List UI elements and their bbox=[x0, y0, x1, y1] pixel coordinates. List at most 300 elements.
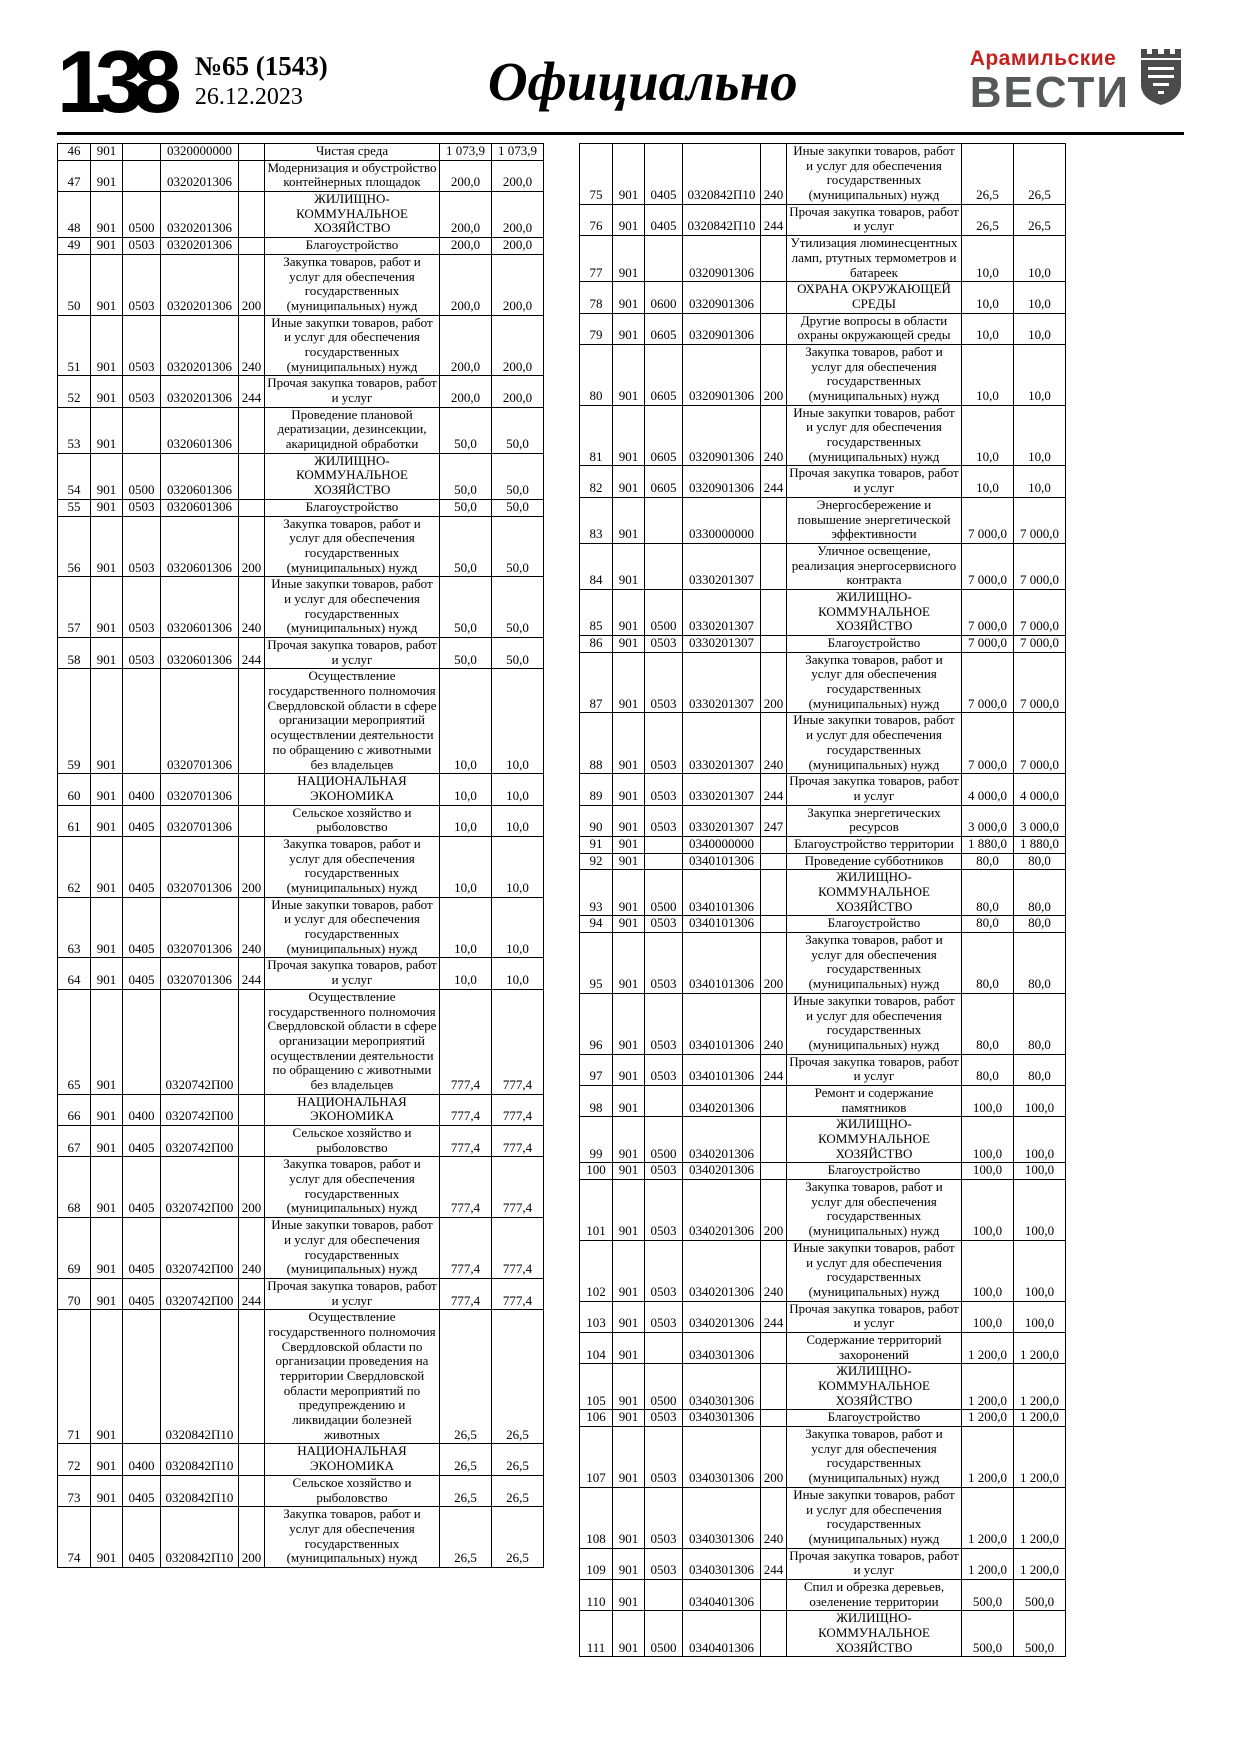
amount-col1-cell: 100,0 bbox=[962, 1117, 1014, 1163]
amount-col1-cell: 7 000,0 bbox=[962, 652, 1014, 713]
section-code-cell: 0605 bbox=[645, 344, 683, 405]
section-code-cell: 0405 bbox=[123, 805, 161, 836]
grbs-code-cell: 901 bbox=[613, 1332, 645, 1363]
amount-col2-cell: 26,5 bbox=[1014, 144, 1066, 205]
expense-type-cell bbox=[761, 589, 787, 635]
grbs-code-cell: 901 bbox=[613, 497, 645, 543]
section-code-cell: 0405 bbox=[123, 1218, 161, 1279]
expense-name-cell: ЖИЛИЩНО-КОММУНАЛЬНОЕ ХОЗЯЙСТВО bbox=[787, 870, 962, 916]
section-title: Официально bbox=[487, 51, 798, 112]
grbs-code-cell: 901 bbox=[91, 1507, 123, 1568]
expense-name-cell: Закупка товаров, работ и услуг для обеспечения государственных (муниципальных) нужд bbox=[265, 1507, 440, 1568]
target-article-cell: 0320601306 bbox=[161, 407, 239, 453]
amount-col1-cell: 10,0 bbox=[962, 466, 1014, 497]
section-code-cell: 0405 bbox=[123, 1126, 161, 1157]
amount-col2-cell: 1 200,0 bbox=[1014, 1548, 1066, 1579]
expense-type-cell: 240 bbox=[239, 315, 265, 376]
grbs-code-cell: 901 bbox=[613, 713, 645, 774]
grbs-code-cell: 901 bbox=[613, 1301, 645, 1332]
amount-col1-cell: 10,0 bbox=[962, 236, 1014, 282]
expense-type-cell bbox=[239, 669, 265, 774]
target-article-cell: 0320601306 bbox=[161, 516, 239, 577]
expense-type-cell bbox=[761, 636, 787, 653]
row-number-cell: 50 bbox=[58, 254, 91, 315]
amount-col2-cell: 777,4 bbox=[492, 1157, 544, 1218]
row-number-cell: 72 bbox=[58, 1444, 91, 1475]
target-article-cell: 0320742П00 bbox=[161, 1126, 239, 1157]
issue-number: №65 (1543) bbox=[194, 51, 328, 81]
amount-col2-cell: 7 000,0 bbox=[1014, 543, 1066, 589]
table-row bbox=[58, 315, 544, 376]
amount-col1-cell: 100,0 bbox=[962, 1240, 1014, 1301]
target-article-cell: 0340101306 bbox=[683, 1054, 761, 1085]
target-article-cell: 0320701306 bbox=[161, 774, 239, 805]
grbs-code-cell: 901 bbox=[91, 1094, 123, 1125]
row-number-cell: 78 bbox=[580, 282, 613, 313]
section-code-cell: 0503 bbox=[123, 254, 161, 315]
target-article-cell: 0340201306 bbox=[683, 1301, 761, 1332]
expense-name-cell: Благоустройство территории bbox=[787, 836, 962, 853]
row-number-cell: 106 bbox=[580, 1410, 613, 1427]
expense-name-cell: Закупка товаров, работ и услуг для обеспечения государственных (муниципальных) нужд bbox=[787, 1180, 962, 1241]
table-row bbox=[58, 1218, 544, 1279]
amount-col1-cell: 1 880,0 bbox=[962, 836, 1014, 853]
target-article-cell: 0320201306 bbox=[161, 376, 239, 407]
row-number-cell: 91 bbox=[580, 836, 613, 853]
row-number-cell: 111 bbox=[580, 1611, 613, 1657]
amount-col2-cell: 10,0 bbox=[492, 669, 544, 774]
target-article-cell: 0320742П00 bbox=[161, 1094, 239, 1125]
expense-type-cell bbox=[761, 1579, 787, 1610]
section-code-cell: 0400 bbox=[123, 1094, 161, 1125]
expense-type-cell: 244 bbox=[761, 1301, 787, 1332]
section-code-cell: 0503 bbox=[123, 315, 161, 376]
row-number-cell: 62 bbox=[58, 836, 91, 897]
grbs-code-cell: 901 bbox=[613, 1085, 645, 1116]
section-code-cell: 0500 bbox=[645, 870, 683, 916]
expense-name-cell: Закупка товаров, работ и услуг для обеспечения государственных (муниципальных) нужд bbox=[265, 516, 440, 577]
row-number-cell: 95 bbox=[580, 933, 613, 994]
grbs-code-cell: 901 bbox=[613, 933, 645, 994]
amount-col2-cell: 50,0 bbox=[492, 453, 544, 499]
amount-col1-cell: 26,5 bbox=[962, 144, 1014, 205]
amount-col1-cell: 200,0 bbox=[440, 376, 492, 407]
amount-col1-cell: 10,0 bbox=[962, 405, 1014, 466]
amount-col2-cell: 80,0 bbox=[1014, 853, 1066, 870]
grbs-code-cell: 901 bbox=[613, 1117, 645, 1163]
table-row bbox=[58, 577, 544, 638]
row-number-cell: 93 bbox=[580, 870, 613, 916]
row-number-cell: 60 bbox=[58, 774, 91, 805]
table-row bbox=[580, 344, 1066, 405]
grbs-code-cell: 901 bbox=[613, 1240, 645, 1301]
amount-col2-cell: 200,0 bbox=[492, 376, 544, 407]
amount-col1-cell: 80,0 bbox=[962, 993, 1014, 1054]
table-row bbox=[580, 1410, 1066, 1427]
expense-name-cell: Иные закупки товаров, работ и услуг для обеспечения государственных (муниципальных) нужд bbox=[787, 1487, 962, 1548]
target-article-cell: 0320701306 bbox=[161, 669, 239, 774]
expense-type-cell bbox=[761, 1410, 787, 1427]
table-row bbox=[58, 160, 544, 191]
table-row bbox=[58, 376, 544, 407]
target-article-cell: 0330201307 bbox=[683, 713, 761, 774]
target-article-cell: 0320742П00 bbox=[161, 1157, 239, 1218]
row-number-cell: 52 bbox=[58, 376, 91, 407]
expense-type-cell: 200 bbox=[239, 1507, 265, 1568]
amount-col1-cell: 26,5 bbox=[440, 1444, 492, 1475]
section-code-cell: 0503 bbox=[645, 1427, 683, 1488]
row-number-cell: 63 bbox=[58, 897, 91, 958]
table-row bbox=[58, 1094, 544, 1125]
expense-name-cell: Спил и обрезка деревьев, озеленение территории bbox=[787, 1579, 962, 1610]
grbs-code-cell: 901 bbox=[91, 160, 123, 191]
table-row bbox=[580, 1117, 1066, 1163]
section-code-cell bbox=[123, 160, 161, 191]
row-number-cell: 65 bbox=[58, 989, 91, 1094]
target-article-cell: 0340401306 bbox=[683, 1611, 761, 1657]
row-number-cell: 71 bbox=[58, 1310, 91, 1444]
expense-type-cell: 200 bbox=[239, 836, 265, 897]
target-article-cell: 0320842П10 bbox=[683, 204, 761, 235]
row-number-cell: 89 bbox=[580, 774, 613, 805]
target-article-cell: 0340201306 bbox=[683, 1117, 761, 1163]
section-code-cell: 0400 bbox=[123, 774, 161, 805]
amount-col1-cell: 26,5 bbox=[440, 1507, 492, 1568]
amount-col2-cell: 1 200,0 bbox=[1014, 1410, 1066, 1427]
section-code-cell: 0503 bbox=[123, 577, 161, 638]
grbs-code-cell: 901 bbox=[91, 376, 123, 407]
amount-col1-cell: 100,0 bbox=[962, 1180, 1014, 1241]
expense-name-cell: Иные закупки товаров, работ и услуг для обеспечения государственных (муниципальных) нужд bbox=[787, 405, 962, 466]
table-row bbox=[58, 192, 544, 238]
row-number-cell: 75 bbox=[580, 144, 613, 205]
table-row bbox=[580, 282, 1066, 313]
amount-col1-cell: 100,0 bbox=[962, 1085, 1014, 1116]
expense-name-cell: Благоустройство bbox=[787, 1163, 962, 1180]
target-article-cell: 0320742П00 bbox=[161, 1218, 239, 1279]
grbs-code-cell: 901 bbox=[613, 853, 645, 870]
amount-col1-cell: 50,0 bbox=[440, 638, 492, 669]
amount-col2-cell: 80,0 bbox=[1014, 870, 1066, 916]
grbs-code-cell: 901 bbox=[613, 1410, 645, 1427]
row-number-cell: 61 bbox=[58, 805, 91, 836]
table-row bbox=[580, 836, 1066, 853]
expense-type-cell: 240 bbox=[239, 1218, 265, 1279]
grbs-code-cell: 901 bbox=[613, 204, 645, 235]
row-number-cell: 51 bbox=[58, 315, 91, 376]
amount-col2-cell: 777,4 bbox=[492, 1126, 544, 1157]
expense-name-cell: Утилизация люминесцентных ламп, ртутных термометров и батареек bbox=[787, 236, 962, 282]
budget-table-left-body bbox=[58, 144, 544, 1568]
expense-name-cell: Осуществление государственного полномочия Свердловской области в сфере организации мероприятий осуществлении деятельности по обращению с животными без владельцев bbox=[265, 669, 440, 774]
target-article-cell: 0340101306 bbox=[683, 993, 761, 1054]
target-article-cell: 0320901306 bbox=[683, 236, 761, 282]
table-row bbox=[580, 144, 1066, 205]
amount-col2-cell: 50,0 bbox=[492, 516, 544, 577]
amount-col1-cell: 200,0 bbox=[440, 238, 492, 255]
section-code-cell bbox=[123, 407, 161, 453]
amount-col1-cell: 200,0 bbox=[440, 315, 492, 376]
expense-name-cell: Сельское хозяйство и рыболовство bbox=[265, 1475, 440, 1506]
table-row bbox=[58, 836, 544, 897]
section-code-cell bbox=[123, 1310, 161, 1444]
table-row bbox=[58, 669, 544, 774]
expense-type-cell: 200 bbox=[761, 1180, 787, 1241]
grbs-code-cell: 901 bbox=[91, 638, 123, 669]
amount-col2-cell: 500,0 bbox=[1014, 1611, 1066, 1657]
expense-name-cell: Сельское хозяйство и рыболовство bbox=[265, 805, 440, 836]
amount-col1-cell: 500,0 bbox=[962, 1579, 1014, 1610]
grbs-code-cell: 901 bbox=[613, 1487, 645, 1548]
content-columns bbox=[0, 143, 1241, 1657]
section-code-cell: 0500 bbox=[645, 589, 683, 635]
table-row bbox=[580, 204, 1066, 235]
expense-name-cell: Закупка товаров, работ и услуг для обеспечения государственных (муниципальных) нужд bbox=[787, 344, 962, 405]
table-row bbox=[58, 1126, 544, 1157]
grbs-code-cell: 901 bbox=[613, 1427, 645, 1488]
amount-col1-cell: 10,0 bbox=[962, 344, 1014, 405]
grbs-code-cell: 901 bbox=[91, 1475, 123, 1506]
row-number-cell: 70 bbox=[58, 1278, 91, 1309]
target-article-cell: 0320742П00 bbox=[161, 989, 239, 1094]
expense-type-cell bbox=[761, 1611, 787, 1657]
expense-name-cell: Закупка энергетических ресурсов bbox=[787, 805, 962, 836]
grbs-code-cell: 901 bbox=[613, 870, 645, 916]
expense-type-cell: 244 bbox=[761, 774, 787, 805]
expense-name-cell: Благоустройство bbox=[265, 238, 440, 255]
grbs-code-cell: 901 bbox=[91, 499, 123, 516]
target-article-cell: 0330201307 bbox=[683, 543, 761, 589]
table-row bbox=[580, 405, 1066, 466]
table-row bbox=[580, 1085, 1066, 1116]
table-row bbox=[580, 853, 1066, 870]
amount-col2-cell: 50,0 bbox=[492, 638, 544, 669]
amount-col2-cell: 7 000,0 bbox=[1014, 497, 1066, 543]
issue-date: 26.12.2023 bbox=[194, 83, 303, 110]
target-article-cell: 0340201306 bbox=[683, 1085, 761, 1116]
expense-name-cell: Иные закупки товаров, работ и услуг для обеспечения государственных (муниципальных) нужд bbox=[265, 577, 440, 638]
amount-col1-cell: 80,0 bbox=[962, 870, 1014, 916]
expense-type-cell: 240 bbox=[239, 577, 265, 638]
expense-name-cell: ЖИЛИЩНО-КОММУНАЛЬНОЕ ХОЗЯЙСТВО bbox=[787, 1611, 962, 1657]
expense-name-cell: Энергосбережение и повышение энергетической эффективности bbox=[787, 497, 962, 543]
grbs-code-cell: 901 bbox=[91, 1278, 123, 1309]
expense-type-cell bbox=[239, 144, 265, 161]
section-code-cell: 0503 bbox=[645, 713, 683, 774]
table-row bbox=[58, 1507, 544, 1568]
row-number-cell: 107 bbox=[580, 1427, 613, 1488]
amount-col1-cell: 80,0 bbox=[962, 916, 1014, 933]
row-number-cell: 79 bbox=[580, 313, 613, 344]
amount-col2-cell: 26,5 bbox=[492, 1310, 544, 1444]
expense-type-cell bbox=[239, 1475, 265, 1506]
section-code-cell: 0503 bbox=[123, 638, 161, 669]
expense-type-cell: 244 bbox=[239, 1278, 265, 1309]
expense-name-cell: Иные закупки товаров, работ и услуг для обеспечения государственных (муниципальных) нужд bbox=[787, 993, 962, 1054]
grbs-code-cell: 901 bbox=[91, 669, 123, 774]
expense-name-cell: ЖИЛИЩНО-КОММУНАЛЬНОЕ ХОЗЯЙСТВО bbox=[787, 1117, 962, 1163]
section-code-cell: 0503 bbox=[123, 238, 161, 255]
section-code-cell: 0503 bbox=[645, 916, 683, 933]
expense-name-cell: Закупка товаров, работ и услуг для обеспечения государственных (муниципальных) нужд bbox=[265, 1157, 440, 1218]
table-row bbox=[58, 1444, 544, 1475]
section-code-cell: 0503 bbox=[645, 1240, 683, 1301]
section-code-cell: 0405 bbox=[123, 1157, 161, 1218]
table-row bbox=[58, 805, 544, 836]
expense-type-cell: 200 bbox=[761, 933, 787, 994]
row-number-cell: 82 bbox=[580, 466, 613, 497]
target-article-cell: 0340101306 bbox=[683, 870, 761, 916]
amount-col2-cell: 80,0 bbox=[1014, 1054, 1066, 1085]
amount-col1-cell: 777,4 bbox=[440, 1094, 492, 1125]
grbs-code-cell: 901 bbox=[91, 805, 123, 836]
section-code-cell: 0503 bbox=[645, 1054, 683, 1085]
target-article-cell: 0320701306 bbox=[161, 897, 239, 958]
city-crest-icon bbox=[1138, 46, 1184, 111]
amount-col2-cell: 1 200,0 bbox=[1014, 1332, 1066, 1363]
table-row bbox=[58, 989, 544, 1094]
amount-col2-cell: 100,0 bbox=[1014, 1301, 1066, 1332]
expense-name-cell: Прочая закупка товаров, работ и услуг bbox=[787, 1054, 962, 1085]
target-article-cell: 0320601306 bbox=[161, 577, 239, 638]
expense-type-cell: 240 bbox=[761, 144, 787, 205]
section-code-cell: 0500 bbox=[645, 1117, 683, 1163]
table-row bbox=[580, 1163, 1066, 1180]
table-row bbox=[580, 1332, 1066, 1363]
crest-graphic bbox=[1138, 46, 1184, 106]
grbs-code-cell: 901 bbox=[91, 836, 123, 897]
section-code-cell: 0605 bbox=[645, 313, 683, 344]
table-row bbox=[580, 1548, 1066, 1579]
expense-name-cell: Закупка товаров, работ и услуг для обеспечения государственных (муниципальных) нужд bbox=[787, 933, 962, 994]
section-code-cell: 0405 bbox=[645, 204, 683, 235]
target-article-cell: 0340201306 bbox=[683, 1163, 761, 1180]
row-number-cell: 85 bbox=[580, 589, 613, 635]
row-number-cell: 105 bbox=[580, 1364, 613, 1410]
amount-col1-cell: 100,0 bbox=[962, 1301, 1014, 1332]
table-row bbox=[580, 1054, 1066, 1085]
grbs-code-cell: 901 bbox=[613, 836, 645, 853]
section-code-cell: 0503 bbox=[645, 1548, 683, 1579]
expense-name-cell: Прочая закупка товаров, работ и услуг bbox=[787, 1548, 962, 1579]
amount-col2-cell: 200,0 bbox=[492, 254, 544, 315]
section-code-cell: 0405 bbox=[123, 836, 161, 897]
expense-name-cell: НАЦИОНАЛЬНАЯ ЭКОНОМИКА bbox=[265, 1094, 440, 1125]
amount-col2-cell: 1 880,0 bbox=[1014, 836, 1066, 853]
expense-type-cell bbox=[239, 407, 265, 453]
amount-col1-cell: 777,4 bbox=[440, 1126, 492, 1157]
amount-col2-cell: 10,0 bbox=[492, 836, 544, 897]
section-code-cell: 0405 bbox=[123, 958, 161, 989]
page-number: 138 bbox=[57, 32, 171, 131]
amount-col2-cell: 3 000,0 bbox=[1014, 805, 1066, 836]
expense-name-cell: Прочая закупка товаров, работ и услуг bbox=[787, 204, 962, 235]
row-number-cell: 58 bbox=[58, 638, 91, 669]
table-row bbox=[58, 254, 544, 315]
amount-col1-cell: 10,0 bbox=[440, 897, 492, 958]
expense-type-cell: 200 bbox=[761, 344, 787, 405]
expense-name-cell: Осуществление государственного полномочия Свердловской области в сфере организации мероприятий осуществлении деятельности по обращению с животными без владельцев bbox=[265, 989, 440, 1094]
grbs-code-cell: 901 bbox=[613, 589, 645, 635]
expense-name-cell: Проведение субботников bbox=[787, 853, 962, 870]
expense-type-cell: 244 bbox=[761, 466, 787, 497]
expense-name-cell: Иные закупки товаров, работ и услуг для обеспечения государственных (муниципальных) нужд bbox=[787, 713, 962, 774]
grbs-code-cell: 901 bbox=[613, 1548, 645, 1579]
section-code-cell: 0405 bbox=[123, 1278, 161, 1309]
amount-col1-cell: 80,0 bbox=[962, 1054, 1014, 1085]
section-code-cell: 0405 bbox=[123, 1507, 161, 1568]
amount-col2-cell: 1 073,9 bbox=[492, 144, 544, 161]
expense-type-cell bbox=[239, 989, 265, 1094]
row-number-cell: 86 bbox=[580, 636, 613, 653]
expense-name-cell: Прочая закупка товаров, работ и услуг bbox=[265, 958, 440, 989]
row-number-cell: 102 bbox=[580, 1240, 613, 1301]
section-code-cell: 0405 bbox=[645, 144, 683, 205]
table-row bbox=[580, 933, 1066, 994]
row-number-cell: 108 bbox=[580, 1487, 613, 1548]
amount-col2-cell: 10,0 bbox=[1014, 236, 1066, 282]
expense-name-cell: Чистая среда bbox=[265, 144, 440, 161]
target-article-cell: 0340201306 bbox=[683, 1240, 761, 1301]
target-article-cell: 0340000000 bbox=[683, 836, 761, 853]
row-number-cell: 99 bbox=[580, 1117, 613, 1163]
grbs-code-cell: 901 bbox=[91, 897, 123, 958]
amount-col1-cell: 10,0 bbox=[440, 805, 492, 836]
amount-col2-cell: 26,5 bbox=[1014, 204, 1066, 235]
expense-name-cell: Прочая закупка товаров, работ и услуг bbox=[787, 1301, 962, 1332]
amount-col2-cell: 10,0 bbox=[1014, 313, 1066, 344]
table-row bbox=[580, 652, 1066, 713]
grbs-code-cell: 901 bbox=[613, 993, 645, 1054]
amount-col1-cell: 10,0 bbox=[440, 774, 492, 805]
row-number-cell: 96 bbox=[580, 993, 613, 1054]
amount-col1-cell: 1 200,0 bbox=[962, 1332, 1014, 1363]
grbs-code-cell: 901 bbox=[91, 1310, 123, 1444]
section-code-cell bbox=[645, 1332, 683, 1363]
amount-col1-cell: 50,0 bbox=[440, 577, 492, 638]
target-article-cell: 0320201306 bbox=[161, 160, 239, 191]
target-article-cell: 0340301306 bbox=[683, 1427, 761, 1488]
grbs-code-cell: 901 bbox=[91, 1157, 123, 1218]
row-number-cell: 57 bbox=[58, 577, 91, 638]
amount-col1-cell: 3 000,0 bbox=[962, 805, 1014, 836]
expense-type-cell: 244 bbox=[761, 204, 787, 235]
row-number-cell: 69 bbox=[58, 1218, 91, 1279]
row-number-cell: 53 bbox=[58, 407, 91, 453]
target-article-cell: 0320201306 bbox=[161, 192, 239, 238]
amount-col1-cell: 777,4 bbox=[440, 1278, 492, 1309]
section-code-cell bbox=[123, 669, 161, 774]
expense-type-cell: 240 bbox=[761, 713, 787, 774]
grbs-code-cell: 901 bbox=[613, 652, 645, 713]
expense-type-cell bbox=[761, 870, 787, 916]
grbs-code-cell: 901 bbox=[613, 805, 645, 836]
expense-type-cell bbox=[761, 282, 787, 313]
table-row bbox=[58, 774, 544, 805]
target-article-cell: 0340401306 bbox=[683, 1579, 761, 1610]
grbs-code-cell: 901 bbox=[613, 774, 645, 805]
expense-name-cell: Иные закупки товаров, работ и услуг для обеспечения государственных (муниципальных) нужд bbox=[787, 144, 962, 205]
amount-col2-cell: 10,0 bbox=[492, 805, 544, 836]
row-number-cell: 92 bbox=[580, 853, 613, 870]
expense-type-cell bbox=[761, 497, 787, 543]
amount-col1-cell: 50,0 bbox=[440, 516, 492, 577]
target-article-cell: 0320842П10 bbox=[161, 1444, 239, 1475]
expense-type-cell bbox=[239, 1126, 265, 1157]
table-row bbox=[580, 1611, 1066, 1657]
expense-type-cell bbox=[239, 192, 265, 238]
amount-col2-cell: 10,0 bbox=[1014, 282, 1066, 313]
